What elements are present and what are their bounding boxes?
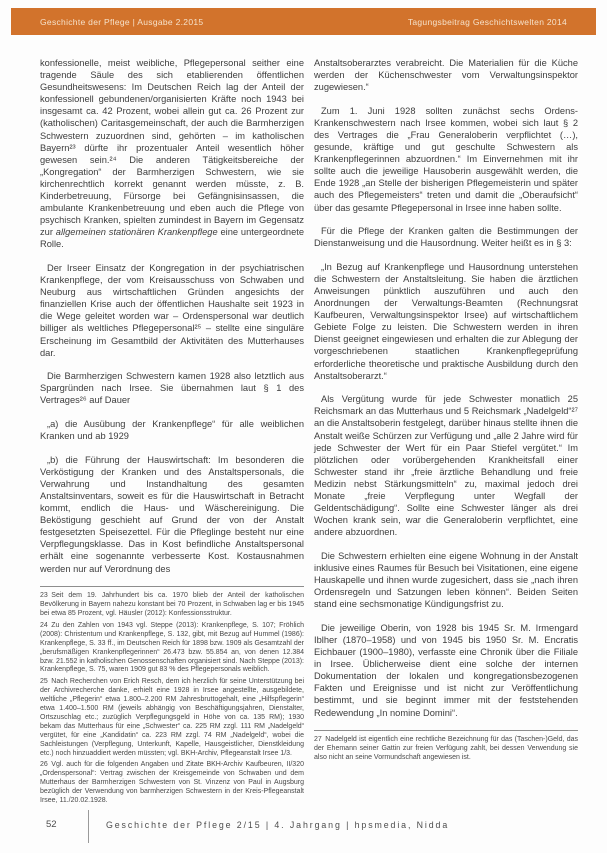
paragraph: „In Bezug auf Krankenpflege und Hausordnung unterstehen die Schwestern der Anstaltsleitung. Sie haben die ärztlichen Anweisungen pünktlich auszuführen und auch den Anordnungen der Verwaltungs-Beamten (Rechnungsrat Kaufbeuren, Verwaltungsinspektor Irsee) auf wirtschaftlichem Gebiete Folge zu leisten. Die Schwestern werden in ihren Dienst geeignet eingewiesen und erhalten die zur Ablegung der vorgeschriebenen staatlichen Krankenpflegeprüfung erforderliche theoretische und praktische Ausbildung durch den Anstaltsoberarzt.“: [314, 261, 578, 381]
header-section-title: Tagungsbeitrag Geschichtswelten 2014: [407, 16, 567, 27]
header-journal-title: Geschichte der Pflege | Ausgabe 2.2015: [40, 16, 204, 27]
header-bar: [11, 8, 596, 35]
paragraph: Anstaltsoberarztes verabreicht. Die Materialien für die Küche werden der Küchenschwester vom Verwaltungsinspektor zugewiesen.“: [314, 58, 578, 93]
footnote: 24 Zu den Zahlen von 1943 vgl. Steppe (2013): Krankenpflege, S. 107; Fröhlich (2008): Christentum und Krankenpflege, S. 132, gibt, mit Bezug auf Hummel (1986): Krankenpflege, S. 33 ff., im Deutschen Reich für 1898 bzw. 1909 als Gesamtzahl der „berufsmäßigen Krankenpflegerinnen“ 26.473 bzw. 55.854 an, von denen 12.384 bzw. 21.552 in katholischen Genossenschaften organisiert sind. Nach Steppe (2013): Krankenpflege, S. 75, waren 1909 gut 83 % des Pflegepersonals weiblich.: [40, 621, 304, 674]
column-right: [314, 57, 578, 809]
paragraph: „a) die Ausübung der Krankenpflege“ für alle weiblichen Kranken und ab 1929: [40, 419, 304, 442]
paragraph: Die Barmherzigen Schwestern kamen 1928 also letztlich aus Spargründen nach Irsee. Sie übernahmen laut § 1 des Vertrages²⁶ auf Dauer: [40, 371, 304, 406]
paragraph: Zum 1. Juni 1928 sollten zunächst sechs Ordens-Krankenschwestern nach Irsee kommen, wobei sich laut § 2 des Vertrages die „Frau Generaloberin verpflichtet (…), gesunde, kräftige und gut geschulte Schwestern als Krankenpflegerinnen abzuordnen.“ Im Einvernehmen mit ihr sollte auch die jeweilige Hausoberin ausgewählt werden, die Ende 1928 „an Stelle der bisherigen Pflegemeisterin und später auch des Pflegemeisters“ treten und damit die „Oberaufsicht“ über das gesamte Pflegepersonal in Irsee inne haben sollte.: [314, 105, 578, 213]
column-left: [40, 57, 304, 809]
footnote: 26 Vgl. auch für die folgenden Angaben und Zitate BKH-Archiv Kaufbeuren, II/320 „Ordenspersonal“: Vertrag zwischen der Kreisgemeinde von Schwaben und dem Mutterhaus der Barmherzigen Schwestern von St. Vinzenz von Paul in Augsburg bezüglich der Verwendung von barmherzigen Schwestern in der Kreis-Pflegeanstalt Irsee, 11./20.02.1928.: [40, 761, 304, 805]
paragraph: Als Vergütung wurde für jede Schwester monatlich 25 Reichsmark an das Mutterhaus und 5 Reichsmark „Nadelgeld“²⁷ an die Anstaltsoberin festgelegt, darüber hinaus stellte ihnen die Anstalt weiße Schürzen zur Verfügung und „alle 2 Jahre wird für jede Schwester der Wert für ein Paar Stiefel vergütet.“ Im plötzlichen oder vorübergehenden Krankheitsfall einer Schwester stand ihr „freie ärztliche Behandlung und freie Medizin nebst Stärkungsmitteln“ zu, maximal jedoch drei Monate „freie Verpflegung unter Wegfall der Geldentschädigung“. Sollte eine Schwester länger als drei Wochen krank sein, war die Generaloberin verpflichtet, eine andere abzuordnen.: [314, 394, 578, 538]
page-footer: [0, 808, 607, 848]
footnote: 25 Nach Recherchen von Erich Resch, dem ich herzlich für seine Unterstützung bei der Archivrecherche danke, erhielt eine 1928 in Irsee angestellte, ausgebildete, weltliche „Pflegerin“ etwa 1.800–2.200 RM Jahresbruttogehalt, eine „Hilfspflegerin“ etwa 1.400–1.500 RM (jeweils abhängig von Beschäftigungsjahren, Dienstalter, Ortszuschlag etc.; zuzüglich Verpflegungsgeld in Höhe von ca. 135 RM); 1930 bekam das Mutterhaus für eine „Schwester“ ca. 225 RM zzgl. 111 RM „Nadelgeld“ vergütet, für eine „Kandidatin“ ca. 223 RM zzgl. 74 RM „Nadelgeld“, wobei die Sachleistungen (Verpflegung, Unterkunft, Kapelle, Hausgeistlicher, Dienstkleidung etc.) noch hinzuaddiert werden müssten; vgl. BKH-Archiv, Pflegeanstalt Irsee 1/3.: [40, 678, 304, 757]
footnote-separator-right: [314, 730, 578, 731]
paragraph: konfessionelle, meist weibliche, Pflegepersonal seither eine tragende Säule des sich etablierenden öffentlichen Gesundheitswesens: Im Deutschen Reich lag der Anteil der konfessionell gebundenen/organisierten Kräfte noch 1943 bei insgesamt ca. 42 Prozent, wobei allein gut ca. 26 Prozent zur (katholischen) Caritasgemeinschaft, der auch die Barmherzigen Schwestern zuzuordnen sind, gehörten – im katholischen Bayern²³ dürfte ihr prozentualer Anteil wesentlich höher gewesen sein.²⁴ Die anderen Tätigkeitsbereiche der „Kongregation“ der Barmherzigen Schwestern, wie sie kirchenrechtlich korrekt genannt werden müsste, z. B. Kinderbetreuung, Fürsorge bei Gefängnisinsassen, die ambulante Krankenbetreuung und eben auch die Pflege von psychisch Kranken, spielten zumindest in Bayern im Gegensatz zur allgemeinen stationären Krankenpflege eine untergeordnete Rolle.: [40, 58, 304, 250]
paragraph: Für die Pflege der Kranken galten die Bestimmungen der Dienstanweisung und die Hausordnung. Weiter heißt es in § 3:: [314, 226, 578, 249]
paragraph: Die jeweilige Oberin, von 1928 bis 1945 Sr. M. Irmengard Iblher (1870–1958) und von 1945 bis 1950 Sr. M. Encratis Eichbauer (1900–1980), verfasste eine Chronik über die Filiale in Irsee. Üblicherweise dient eine solche der internen Dokumentation der lokalen und kongregationsbezogenen Fakten und Ereignisse und ist nicht zur Veröffentlichung bestimmt, und sie beginnt immer mit der feststehenden Redewendung „In nomine Domini“.: [314, 622, 578, 718]
paragraph: Der Irseer Einsatz der Kongregation in der psychiatrischen Krankenpflege, der vom Kreisausschuss von Schwaben und Neuburg aus wirtschaftlichen Gründen angesichts der finanziellen Krise auch der öffentlichen Haushalte seit 1923 in die Wege geleitet worden war – Ordenspersonal war deutlich billiger als weltliches Pflegepersonal²⁵ – stellte eine singuläre Erscheinung im Gesamtbild der Aktivitäten des Mutterhauses dar.: [40, 263, 304, 358]
footnote-separator-left: [40, 586, 304, 587]
paragraph: „b) die Führung der Hauswirtschaft: Im besonderen die Verköstigung der Kranken und des Anstaltspersonals, die Verwahrung und Instandhaltung des gesamten Anstaltsinventars, soweit es für die Hauswirtschaft in Betracht kommt, endlich die Haus- und Wäschereinigung. Die Beköstigung geschieht auf Grund der von der Anstalt festgesetzten Speisezettel. Für die Pfleglinge besteht nur eine Verpflegungsklasse. Das in Kost befindliche Anstaltspersonal erhält eine sogenannte verbesserte Kost. Kostausnahmen werden nur auf Verordnung des: [40, 454, 304, 574]
footnote: 23 Seit dem 19. Jahrhundert bis ca. 1970 blieb der Anteil der katholischen Bevölkerung in Bayern nahezu konstant bei 70 Prozent, in Schwaben lag er bis 1945 bei etwa 85 Prozent, vgl. Häusler (2012): Konfessionsstruktur.: [40, 592, 304, 617]
paragraph: Die Schwestern erhielten eine eigene Wohnung in der Anstalt inklusive eines Raumes für Besuch bei Visitationen, eine eigene Hauskapelle und ihnen wurde zugesichert, dass sie „nach ihren Ordensregeln und Satzungen leben können“. Beiden Seiten stand eine sechsmonatige Kündigungsfrist zu.: [314, 550, 578, 610]
page-number: 52: [46, 819, 57, 830]
footer-journal-line: Geschichte der Pflege 2/15 | 4. Jahrgang | hpsmedia, Nidda: [106, 820, 450, 830]
column-right-paragraphs: [314, 57, 578, 719]
footnotes-right: [314, 736, 578, 763]
footnotes-left: [40, 592, 304, 806]
footnote: 27 Nadelgeld ist eigentlich eine rechtliche Bezeichnung für das (Taschen-)Geld, das der Ehemann seiner Gattin zur freien Verfügung zahlt, bei dessen Verwendung sie also nicht an seine Vormundschaft angewiesen ist.: [314, 736, 578, 761]
column-left-paragraphs: [40, 57, 304, 575]
article-body: [40, 57, 578, 809]
footer-divider: [88, 810, 89, 843]
